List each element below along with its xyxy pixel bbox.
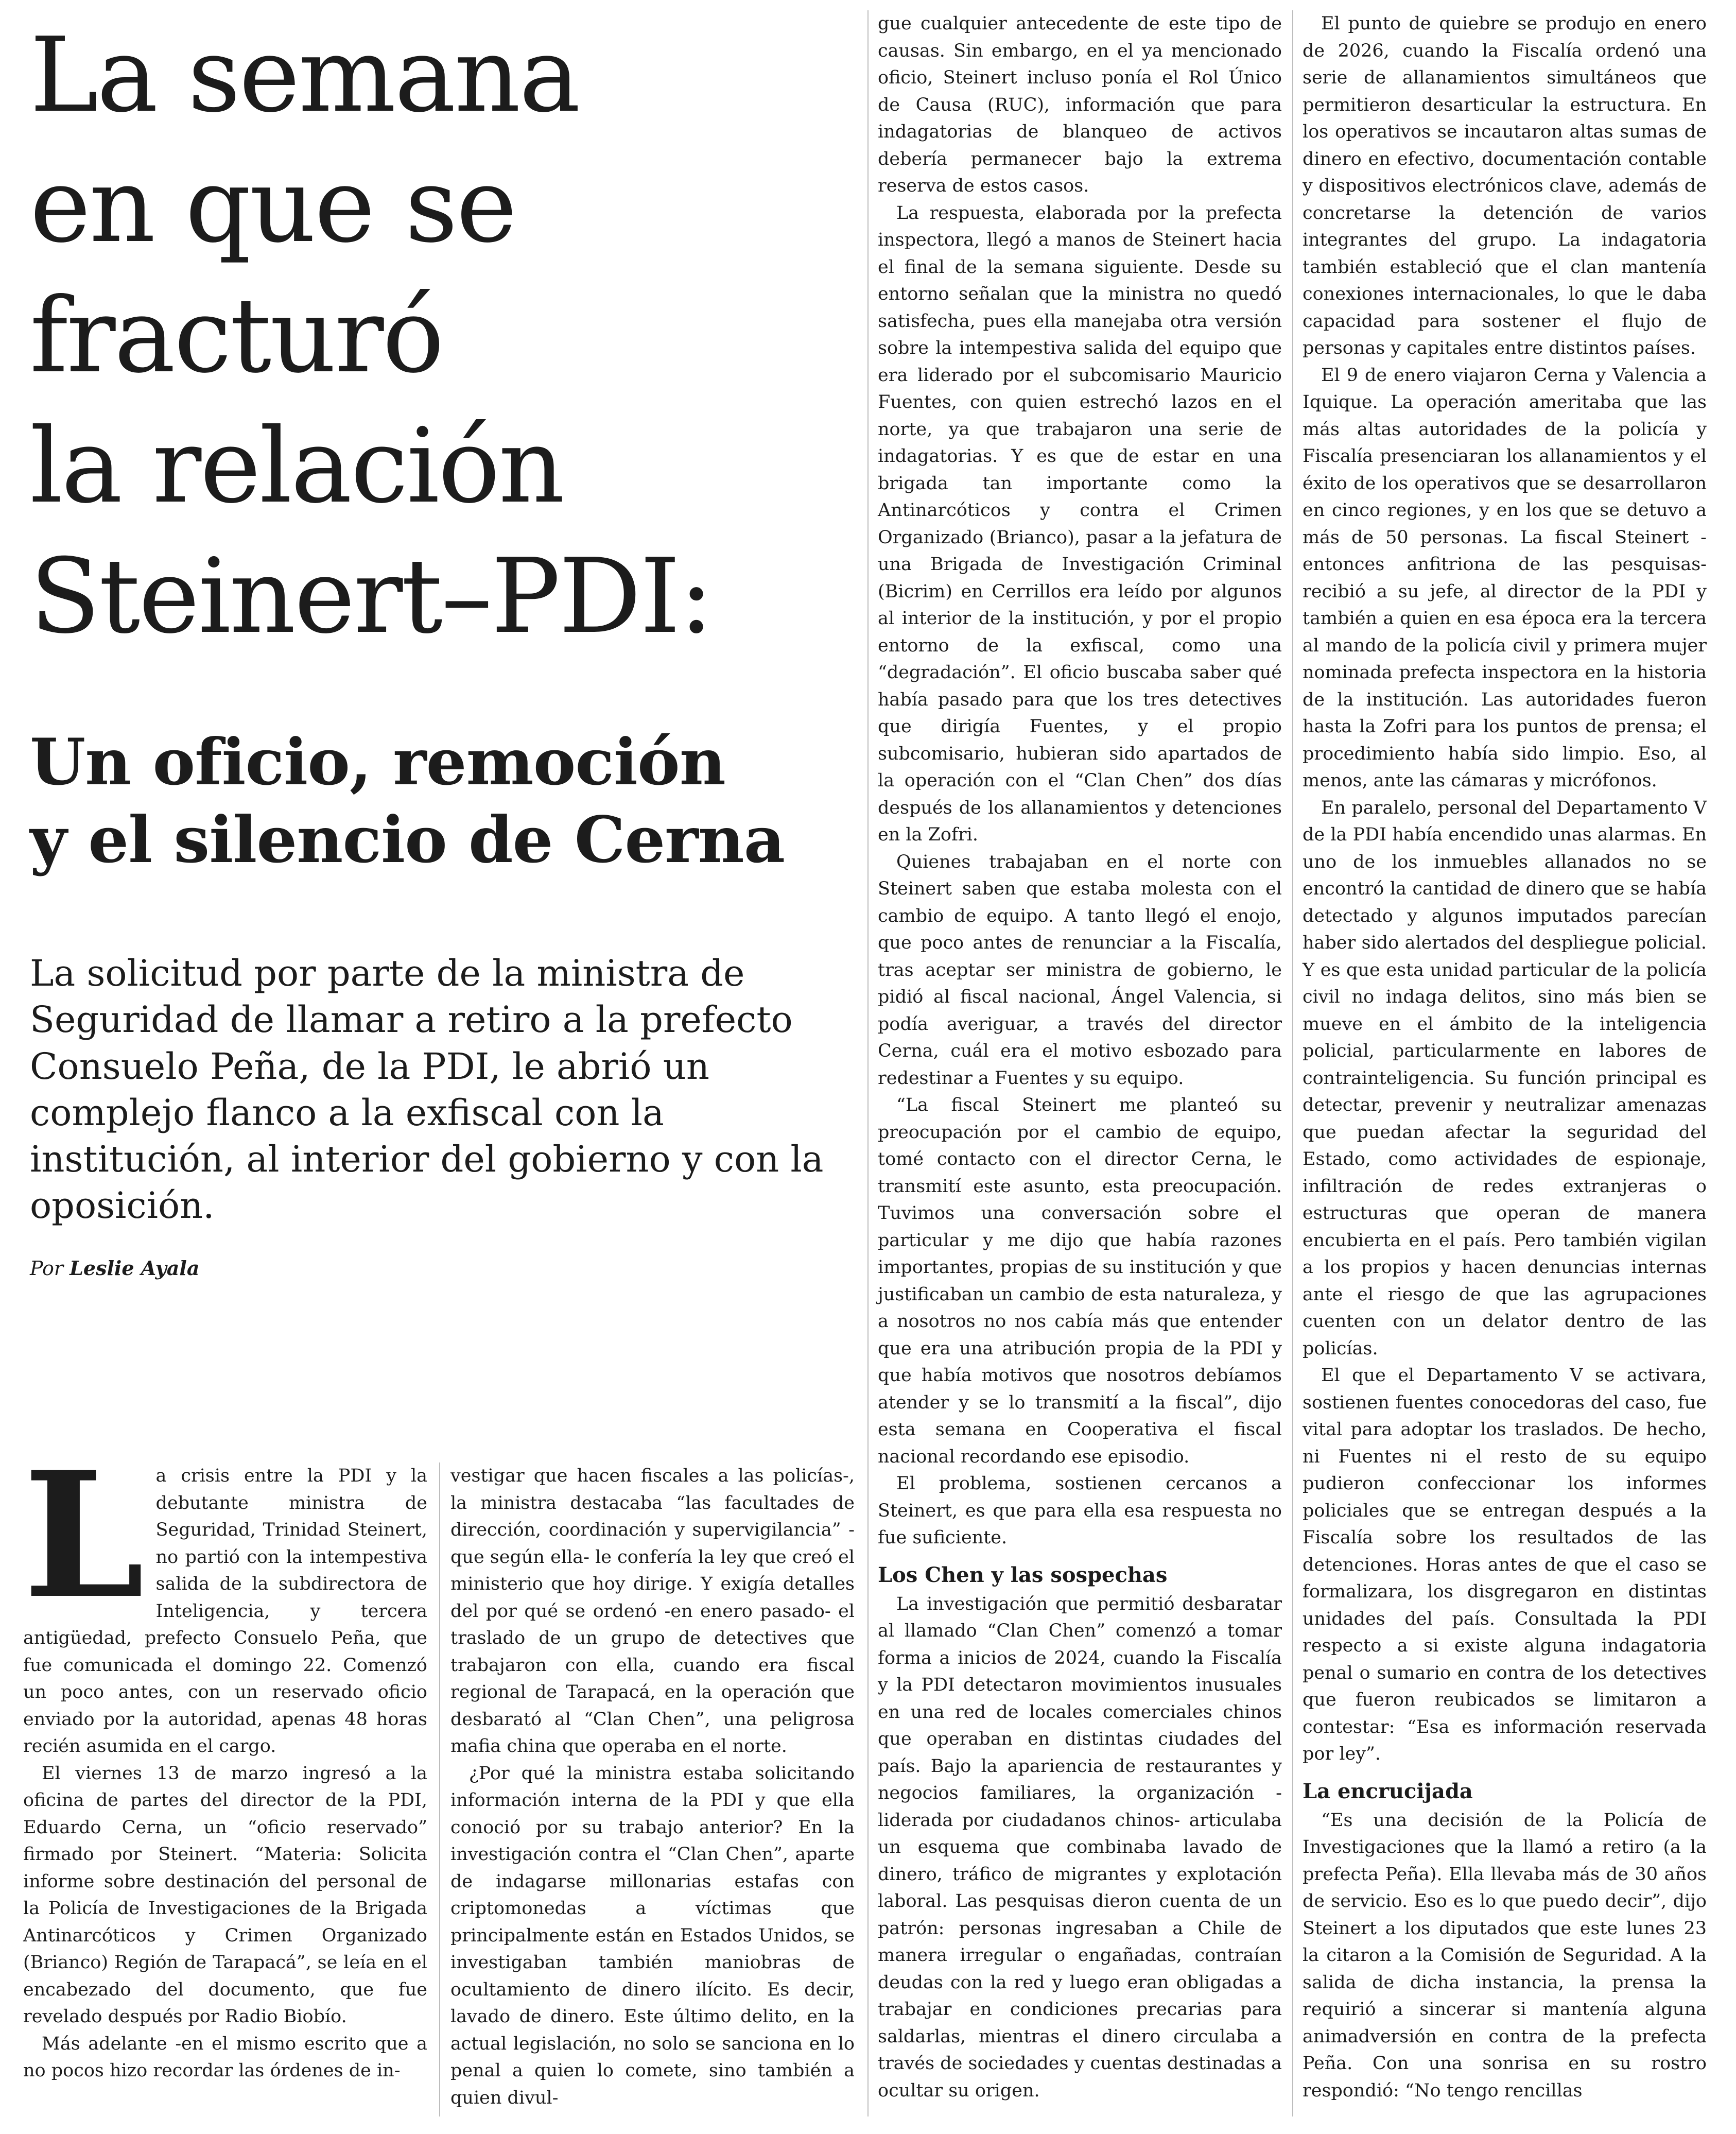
article-column-4 — [1303, 10, 1707, 2104]
byline-author: Leslie Ayala — [70, 1257, 200, 1280]
byline — [30, 1257, 199, 1280]
lede-line: Consuelo Peña, de la PDI, le abrió un — [30, 1045, 709, 1088]
paragraph: En paralelo, personal del Departamento V de la PDI había encendido unas alarmas. En uno de los inmuebles allanados no se encontró la cantidad de dinero que se había detectado y algunos imputados parecían haber sido alertados del despliegue policial. Y es que esta unidad particular de la policía civil no indaga delitos, sino más bien se mueve en el ámbito de la inteligencia policial, particularmente en labores de contrainteligencia. Su función principal es detectar, prevenir y neutralizar amenazas que puedan afectar la seguridad del Estado, como actividades de espionaje, infiltración de redes extranjeras o estructuras que operan de manera encubierta en el país. Pero también vigilan a los propios y hacen denuncias internas ante el riesgo de que las agrupaciones cuenten con un delator dentro de las policías. — [1303, 797, 1707, 1359]
headline — [30, 10, 833, 662]
paragraph: “La fiscal Steinert me planteó su preocupación por el cambio de equipo, tomé contacto con el director Cerna, le transmití este asunto, esta preocupación. Tuvimos una conversación sobre el particular y me dijo que había razones importantes, propias de su institución y que justificaban un cambio de esta naturaleza, y a nosotros no nos cabía más que entender que era una atribución propia de la PDI y que había motivos que nosotros debíamos atender y se lo transmití a la fiscal”, dijo esta semana en Cooperativa el fiscal nacional recordando ese episodio. — [878, 1095, 1282, 1467]
paragraph: La investigación que permitió desbaratar al llamado “Clan Chen” comenzó a tomar forma a inicios de 2024, cuando la Fiscalía y la PDI detectaron movimientos inusuales en una red de locales comerciales chinos que operaban en distintas ciudades del país. Bajo la apariencia de restaurantes y negocios familiares, la organización -liderada por ciudadanos chinos- articulaba un esquema que combinaba lavado de dinero, tráfico de migrantes y explotación laboral. Las pesquisas dieron cuenta de un patrón: personas ingresaban a Chile de manera irregular o engañadas, contraían deudas con la red y luego eran obligadas a trabajar en condiciones precarias para saldarlas, mientras el dinero circulaba a través de sociedades y cuentas destinadas a ocultar su origen. — [878, 1593, 1282, 2101]
headline-line: la relación — [30, 406, 564, 526]
drop-cap: L — [23, 1434, 145, 1637]
lede-line: institución, al interior del gobierno y con la — [30, 1138, 824, 1181]
headline-line: Steinert–PDI: — [30, 537, 713, 657]
article-column-3 — [878, 10, 1282, 2104]
subheadline — [30, 724, 833, 880]
column-divider — [867, 10, 869, 2116]
column-divider — [1292, 10, 1293, 2116]
paragraph: vestigar que hacen fiscales a las policías-, la ministra destacaba “las facultades de dirección, coordinación y supervigilancia” -que según ella- le confería la ley que creó el ministerio que hoy dirige. Y exigía detalles del por qué se ordenó -en enero pasado- el traslado de un grupo de detectives que trabajaron con ella, cuando era fiscal regional de Tarapacá, en la operación que desbarató al “Clan Chen”, una peligrosa mafia china que operaba en el norte. — [450, 1466, 855, 1757]
paragraph: El punto de quiebre se produjo en enero de 2026, cuando la Fiscalía ordenó una serie de allanamientos simultáneos que permitieron desarticular la estructura. En los operativos se incautaron altas sumas de dinero en efectivo, documentación contable y dispositivos electrónicos clave, además de concretarse la detención de varios integrantes del grupo. La indagatoria también estableció que el clan mantenía conexiones internacionales, lo que le daba capacidad para sostener el flujo de personas y capitales entre distintos países. — [1303, 13, 1707, 358]
paragraph — [23, 1434, 427, 1760]
paragraph: El problema, sostienen cercanos a Steinert, es que para ella esa respuesta no fue suficiente. — [878, 1473, 1282, 1548]
paragraph: El 9 de enero viajaron Cerna y Valencia a Iquique. La operación ameritaba que las más altas autoridades de la policía y Fiscalía presenciaran los allanamientos y el éxito de los operativos que se desarrollaron en cinco regiones, y en los que se detuvo a más de 50 personas. La fiscal Steinert -entonces anfitriona de las pesquisas- recibió a su jefe, al director de la PDI y también a quien en esa época era la tercera al mando de la policía civil y primera mujer nominada prefecta inspectora en la historia de la institución. Las autoridades fueron hasta la Zofri para los puntos de prensa; el procedimiento había sido limpio. Eso, al menos, ante las cámaras y micrófonos. — [1303, 365, 1707, 791]
article-column-1 — [23, 1434, 427, 2085]
paragraph: El viernes 13 de marzo ingresó a la oficina de partes del director de la PDI, Eduardo Cerna, un “oficio reservado” firmado por Steinert. “Materia: Solicita informe sobre destinación del personal de la Policía de Investigaciones de la Brigada Antinarcóticos y Crimen Organizado (Brianco) Región de Tarapacá”, se leía en el encabezado del documento, que fue revelado después por Radio Biobío. — [23, 1763, 427, 2027]
section-heading: Los Chen y las sospechas — [878, 1562, 1168, 1587]
article-column-2 — [450, 1462, 855, 2111]
paragraph: gue cualquier antecedente de este tipo de causas. Sin embargo, en el ya mencionado oficio, Steinert incluso ponía el Rol Único de Causa (RUC), información que para indagatorias de blanqueo de activos debería permanecer bajo la extrema reserva de estos casos. — [878, 13, 1282, 196]
lede-line: Seguridad de llamar a retiro a la prefecto — [30, 999, 793, 1041]
paragraph: Quienes trabajaban en el norte con Steinert saben que estaba molesta con el cambio de equipo. A tanto llegó el enojo, que poco antes de renunciar a la Fiscalía, tras aceptar ser ministra de gobierno, le pidió al fiscal nacional, Ángel Valencia, si podía averiguar, a través del director Cerna, cuál era el motivo esbozado para redestinar a Fuentes y su equipo. — [878, 851, 1282, 1089]
column-divider — [439, 1462, 440, 2116]
lede-line: oposición. — [30, 1184, 215, 1227]
headline-line: fracturó — [30, 276, 443, 396]
byline-prefix: Por — [30, 1257, 64, 1280]
lede — [30, 950, 854, 1229]
paragraph: Más adelante -en el mismo escrito que a no pocos hizo recordar las órdenes de in- — [23, 2033, 427, 2081]
section-heading: La encrucijada — [1303, 1779, 1473, 1803]
lede-line: La solicitud por parte de la ministra de — [30, 952, 745, 994]
paragraph: El que el Departamento V se activara, sostienen fuentes conocedoras del caso, fue vital para adoptar los traslados. De hecho, ni Fuentes ni el resto de su equipo pudieron confeccionar los informes policiales que se entregan después a la Fiscalía sobre los resultados de las detenciones. Horas antes de que el caso se formalizara, los disgregaron en distintas unidades del país. Consultada la PDI respecto a si existe alguna indagatoria penal o sumario en contra de los detectives que fueron reubicados se limitaron a contestar: “Esa es información reservada por ley”. — [1303, 1365, 1707, 1764]
headline-line: La semana — [30, 15, 579, 135]
lede-line: complejo flanco a la exfiscal con la — [30, 1091, 664, 1134]
subheadline-line: Un oficio, remoción — [30, 725, 725, 800]
paragraph: La respuesta, elaborada por la prefecta inspectora, llegó a manos de Steinert hacia el final de la semana siguiente. Desde su entorno señalan que la ministra no quedó satisfecha, pues ella manejaba otra versión sobre la intempestiva salida del equipo que era liderado por el subcomisario Mauricio Fuentes, con quien estrechó lazos en el norte, ya que trabajaron una serie de indagatorias. Y es que de estar en una brigada tan importante como la Antinarcóticos y contra el Crimen Organizado (Brianco), pasar a la jefatura de una Brigada de Investigación Criminal (Bicrim) en Cerrillos era leído por algunos al interior de la institución, y por el propio entorno de la exfiscal, como una “degradación”. El oficio buscaba saber qué había pasado para que los tres detectives que dirigía Fuentes, y el propio subcomisario, hubieran sido apartados de la operación con el “Clan Chen” dos días después de los allanamientos y detenciones en la Zofri. — [878, 202, 1282, 845]
headline-line: en que se — [30, 146, 516, 266]
paragraph: ¿Por qué la ministra estaba solicitando información interna de la PDI y que ella conoció por su trabajo anterior? En la investigación contra el “Clan Chen”, aparte de indagarse millonarias estafas con criptomonedas a víctimas que principalmente están en Estados Unidos, se investigaban también maniobras de ocultamiento de dinero ilícito. Es decir, lavado de dinero. Este último delito, en la actual legislación, no solo se sanciona en lo penal a quien lo comete, sino también a quien divul- — [450, 1763, 855, 2108]
paragraph: “Es una decisión de la Policía de Investigaciones que la llamó a retiro (a la prefecta Peña). Ella llevaba más de 30 años de servicio. Eso es lo que puedo decir”, dijo Steinert a los diputados que este lunes 23 la citaron a la Comisión de Seguridad. A la salida de dicha instancia, la prensa la requirió a sincerar si mantenía alguna animadversión en contra de la prefecta Peña. Con una sonrisa en su rostro respondió: “No tengo rencillas — [1303, 1810, 1707, 2101]
subheadline-line: y el silencio de Cerna — [30, 803, 785, 878]
paragraph-text: a crisis entre la PDI y la debutante ministra de Seguridad, Trinidad Steinert, no partió con la intempestiva salida de la subdirectora de Inteligencia, y tercera antigüedad, prefecto Consuelo Peña, que fue comunicada el domingo 22. Comenzó un poco antes, con un reservado oficio enviado por la autoridad, apenas 48 horas recién asumida en el cargo. — [23, 1466, 427, 1757]
